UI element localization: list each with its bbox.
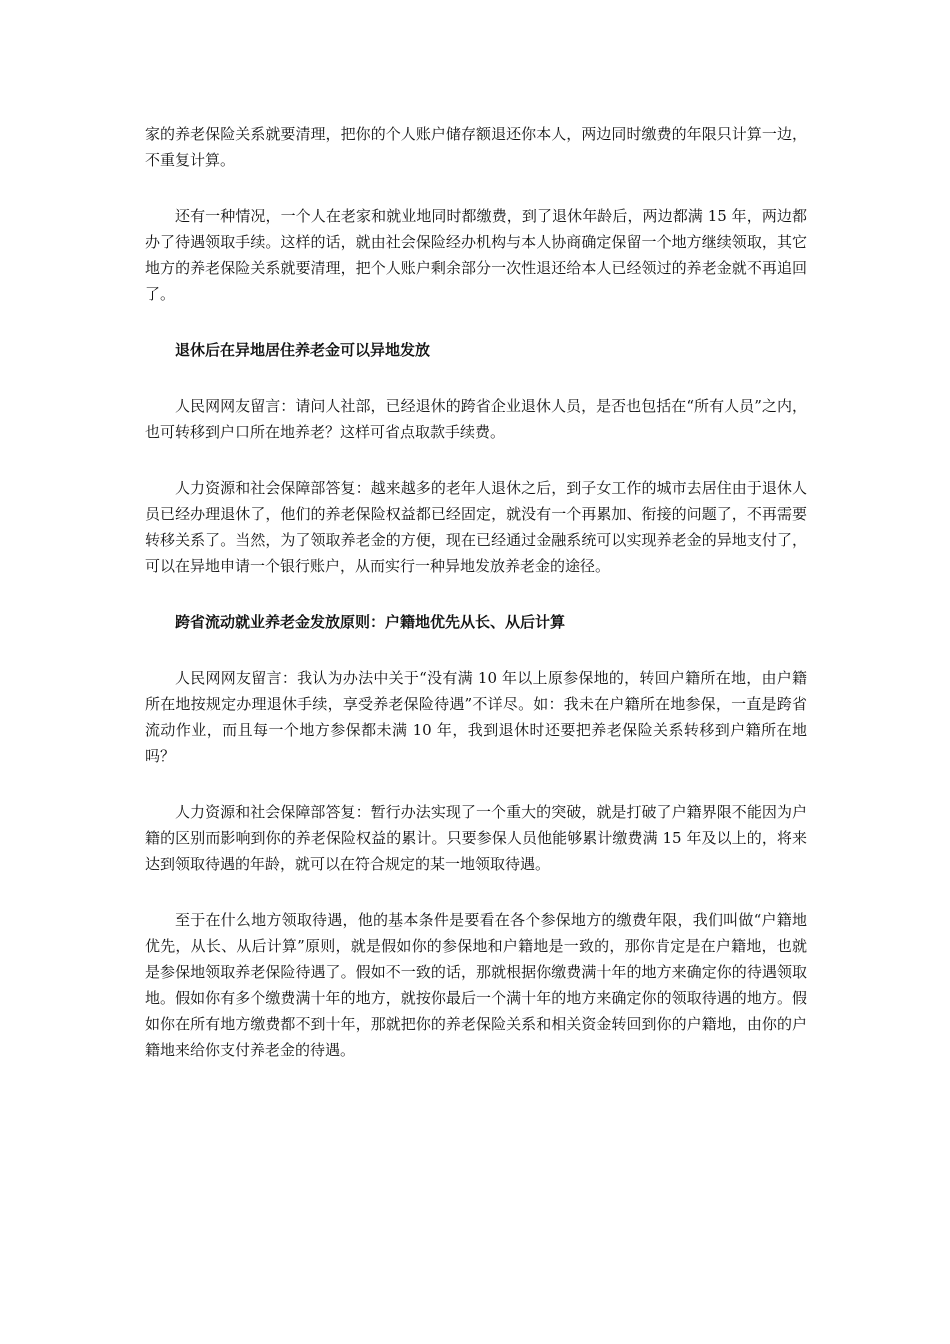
paragraph: 人民网网友留言：我认为办法中关于“没有满 10 年以上原参保地的，转回户籍所在地，由户籍所在地按规定办理退休手续，享受养老保险待遇”不详尽。如：我未在户籍所在地参保，一直是跨省流动作业，而且每一个地方参保都未满 10 年，我到退休时还要把养老保险关系转移到户籍所在地吗？ — [145, 669, 807, 765]
section-heading: 退休后在异地居住养老金可以异地发放 — [175, 341, 431, 359]
section-heading: 跨省流动就业养老金发放原则：户籍地优先从长、从后计算 — [175, 613, 566, 631]
paragraph: 还有一种情况，一个人在老家和就业地同时都缴费，到了退休年龄后，两边都满 15 年，两边都办了待遇领取手续。这样的话，就由社会保险经办机构与本人协商确定保留一个地方继续领取，其它地方的养老保险关系就要清理，把个人账户剩余部分一次性退还给本人已经领过的养老金就不再追回了。 — [145, 207, 807, 303]
document-page — [145, 121, 807, 1093]
paragraph-continuation: 家的养老保险关系就要清理，把你的个人账户储存额退还你本人，两边同时缴费的年限只计算一边，不重复计算。 — [145, 125, 807, 169]
paragraph: 人力资源和社会保障部答复：暂行办法实现了一个重大的突破，就是打破了户籍界限不能因为户籍的区别而影响到你的养老保险权益的累计。只要参保人员他能够累计缴费满 15 年及以上的，将来达到领取待遇的年龄，就可以在符合规定的某一地领取待遇。 — [145, 803, 807, 873]
paragraph: 人民网网友留言：请问人社部，已经退休的跨省企业退休人员，是否也包括在“所有人员”之内，也可转移到户口所在地养老？这样可省点取款手续费。 — [145, 397, 807, 441]
paragraph: 至于在什么地方领取待遇，他的基本条件是要看在各个参保地方的缴费年限，我们叫做“户籍地优先，从长、从后计算”原则，就是假如你的参保地和户籍地是一致的，那你肯定是在户籍地，也就是参保地领取养老保险待遇了。假如不一致的话，那就根据你缴费满十年的地方来确定你的待遇领取地。假如你有多个缴费满十年的地方，就按你最后一个满十年的地方来确定你的领取待遇的地方。假如你在所有地方缴费都不到十年，那就把你的养老保险关系和相关资金转回到你的户籍地，由你的户籍地来给你支付养老金的待遇。 — [145, 911, 807, 1059]
paragraph: 人力资源和社会保障部答复：越来越多的老年人退休之后，到子女工作的城市去居住由于退休人员已经办理退休了，他们的养老保险权益都已经固定，就没有一个再累加、衔接的问题了，不再需要转移关系了。当然，为了领取养老金的方便，现在已经通过金融系统可以实现养老金的异地支付了，可以在异地申请一个银行账户，从而实行一种异地发放养老金的途径。 — [145, 479, 807, 575]
